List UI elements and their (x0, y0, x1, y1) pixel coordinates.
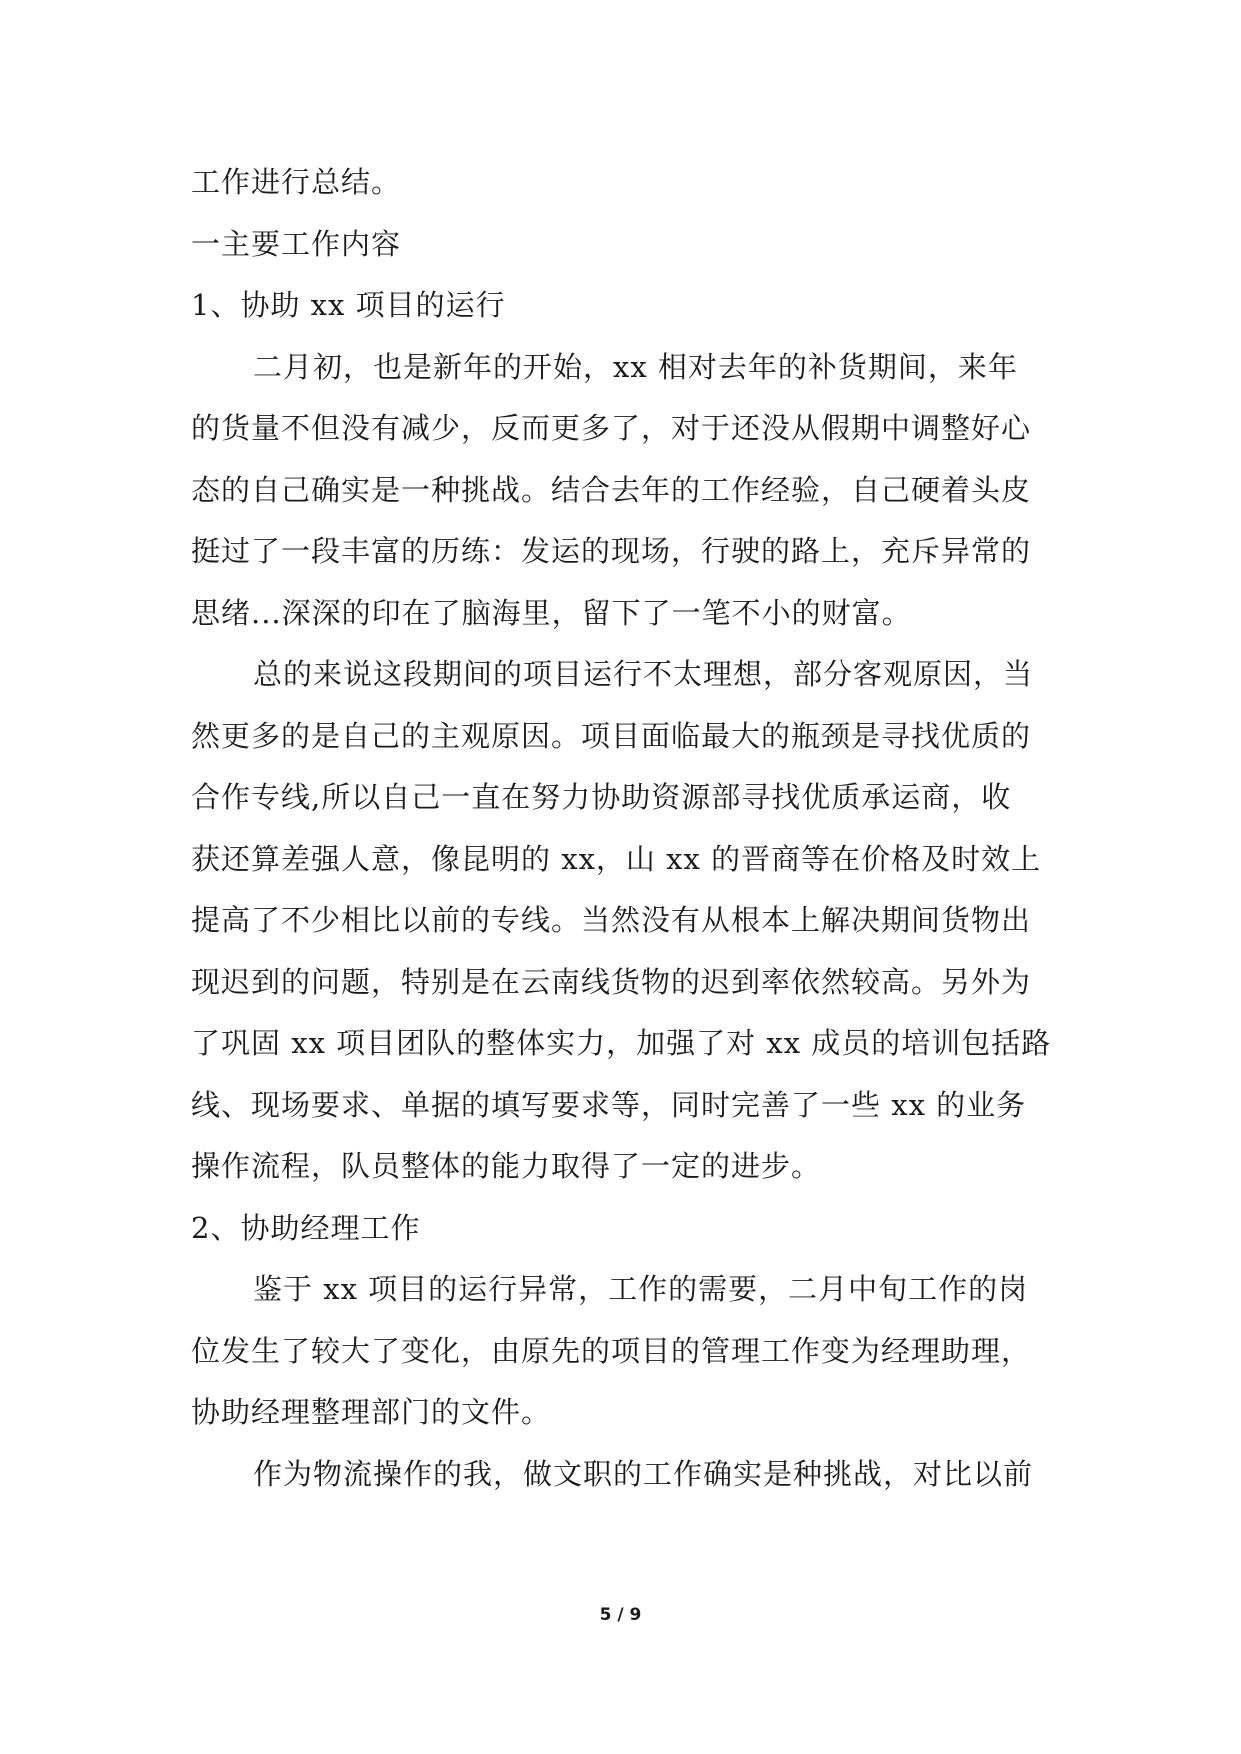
body-line: 提高了不少相比以前的专线。当然没有从根本上解决期间货物出 (191, 903, 1032, 937)
body-line: 态的自己确实是一种挑战。结合去年的工作经验，自己硬着头皮 (191, 472, 1032, 507)
page-number: 5 / 9 (599, 1605, 642, 1625)
body-line: 工作进行总结。 (191, 165, 402, 199)
subsection-heading: 1、协助 xx 项目的运行 (191, 288, 506, 322)
body-line: 的货量不但没有减少，反而更多了，对于还没从假期中调整好心 (191, 411, 1032, 445)
body-line: 协助经理整理部门的文件。 (191, 1395, 552, 1429)
body-line: 操作流程，队员整体的能力取得了一定的进步。 (191, 1149, 822, 1183)
body-line: 获还算差强人意，像昆明的 xx，山 xx 的晋商等在价格及时效上 (191, 841, 1042, 876)
body-line: 线、现场要求、单据的填写要求等，同时完善了一些 xx 的业务 (191, 1087, 1027, 1122)
body-line: 了巩固 xx 项目团队的整体实力，加强了对 xx 成员的培训包括路 (191, 1026, 1052, 1060)
body-line: 挺过了一段丰富的历练：发运的现场，行驶的路上，充斥异常的 (191, 534, 1032, 568)
subsection-heading: 2、协助经理工作 (191, 1210, 421, 1245)
body-line: 鉴于 xx 项目的运行异常，工作的需要，二月中旬工作的岗 (253, 1272, 1029, 1306)
body-line: 总的来说这段期间的项目运行不太理想，部分客观原因，当 (253, 657, 1034, 691)
document-body (191, 152, 1051, 1505)
body-line: 现迟到的问题，特别是在云南线货物的迟到率依然较高。另外为 (191, 964, 1032, 999)
body-line: 思绪...深深的印在了脑海里，留下了一笔不小的财富。 (191, 595, 912, 630)
body-line: 二月初，也是新年的开始，xx 相对去年的补货期间，来年 (253, 349, 1018, 384)
body-line: 作为物流操作的我，做文职的工作确实是种挑战，对比以前 (253, 1456, 1034, 1491)
body-line: 然更多的是自己的主观原因。项目面临最大的瓶颈是寻找优质的 (191, 718, 1032, 753)
body-line: 合作专线,所以自己一直在努力协助资源部寻找优质承运商，收 (191, 780, 1012, 814)
body-line: 位发生了较大了变化，由原先的项目的管理工作变为经理助理， (191, 1333, 1032, 1368)
section-heading: 一主要工作内容 (191, 226, 402, 261)
